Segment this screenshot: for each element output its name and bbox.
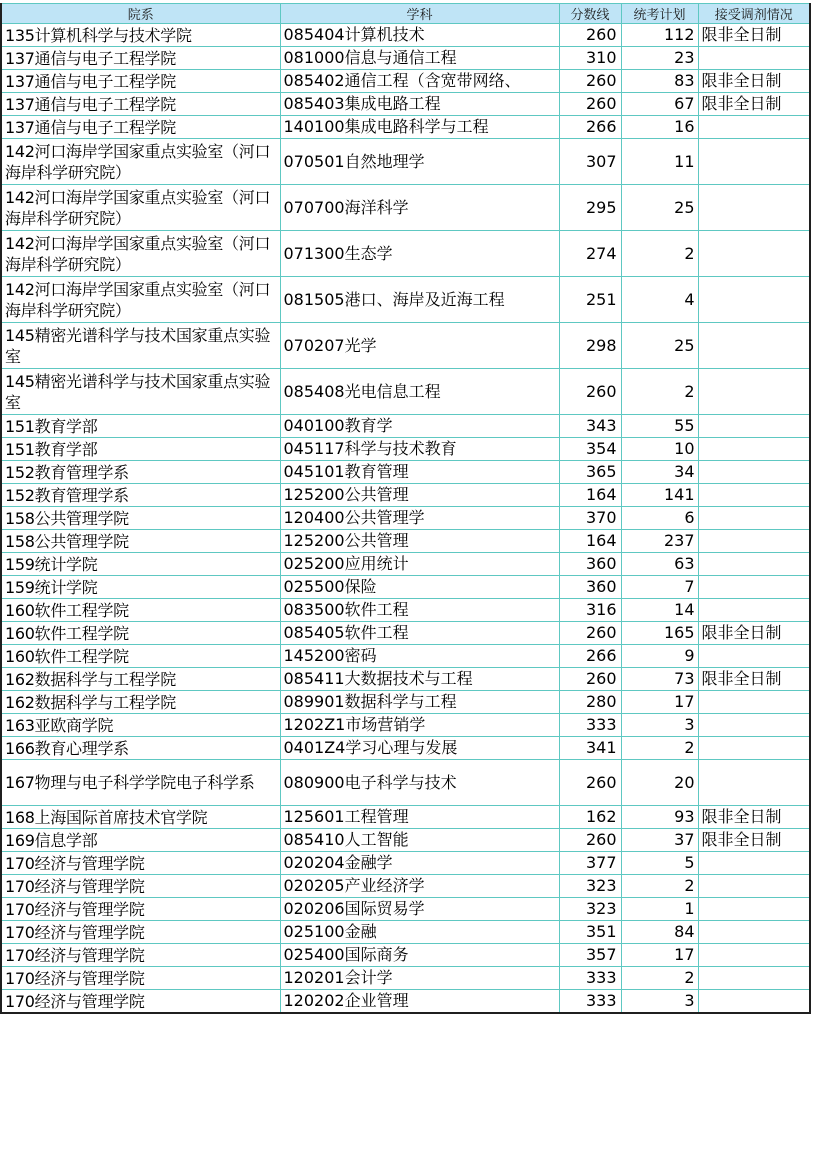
score-cell: 298: [559, 323, 621, 369]
table-row: [1, 116, 810, 139]
table-row: [1, 277, 810, 323]
score-cell: 251: [559, 277, 621, 323]
subject-cell: 125601工程管理: [280, 806, 559, 829]
plan-cell: 2: [621, 369, 698, 415]
adjustment-cell: [698, 415, 810, 438]
table-row: [1, 484, 810, 507]
subject-cell: 080900电子科学与技术: [280, 760, 559, 806]
adjustment-cell: [698, 231, 810, 277]
adjustment-cell: [698, 921, 810, 944]
score-cell: 343: [559, 415, 621, 438]
subject-cell: 085402通信工程（含宽带网络、: [280, 70, 559, 93]
score-cell: 370: [559, 507, 621, 530]
table-row: [1, 231, 810, 277]
plan-cell: 23: [621, 47, 698, 70]
plan-cell: 16: [621, 116, 698, 139]
table-row: [1, 622, 810, 645]
table-row: [1, 438, 810, 461]
department-cell: 152教育管理学系: [1, 484, 280, 507]
adjustment-cell: 限非全日制: [698, 829, 810, 852]
department-cell: 145精密光谱科学与技术国家重点实验室: [1, 369, 280, 415]
plan-cell: 34: [621, 461, 698, 484]
department-cell: 170经济与管理学院: [1, 875, 280, 898]
score-cell: 357: [559, 944, 621, 967]
plan-cell: 6: [621, 507, 698, 530]
score-cell: 323: [559, 875, 621, 898]
adjustment-cell: [698, 277, 810, 323]
department-cell: 137通信与电子工程学院: [1, 70, 280, 93]
subject-cell: 025500保险: [280, 576, 559, 599]
department-cell: 158公共管理学院: [1, 530, 280, 553]
plan-cell: 83: [621, 70, 698, 93]
table-row: [1, 806, 810, 829]
adjustment-cell: [698, 599, 810, 622]
header-exam-plan: 统考计划: [621, 4, 698, 24]
adjustment-cell: [698, 47, 810, 70]
adjustment-cell: 限非全日制: [698, 24, 810, 47]
adjustment-cell: [698, 714, 810, 737]
score-cell: 365: [559, 461, 621, 484]
adjustment-cell: 限非全日制: [698, 93, 810, 116]
department-cell: 160软件工程学院: [1, 599, 280, 622]
department-cell: 162数据科学与工程学院: [1, 668, 280, 691]
score-cell: 295: [559, 185, 621, 231]
score-cell: 333: [559, 990, 621, 1014]
adjustment-cell: [698, 438, 810, 461]
subject-cell: 020205产业经济学: [280, 875, 559, 898]
subject-cell: 025100金融: [280, 921, 559, 944]
plan-cell: 55: [621, 415, 698, 438]
plan-cell: 141: [621, 484, 698, 507]
department-cell: 137通信与电子工程学院: [1, 116, 280, 139]
plan-cell: 25: [621, 185, 698, 231]
subject-cell: 025200应用统计: [280, 553, 559, 576]
table-row: [1, 47, 810, 70]
score-cell: 260: [559, 369, 621, 415]
plan-cell: 63: [621, 553, 698, 576]
table-row: [1, 691, 810, 714]
score-cell: 316: [559, 599, 621, 622]
plan-cell: 25: [621, 323, 698, 369]
subject-cell: 120201会计学: [280, 967, 559, 990]
subject-cell: 140100集成电路科学与工程: [280, 116, 559, 139]
adjustment-cell: [698, 691, 810, 714]
table-row: [1, 921, 810, 944]
department-cell: 170经济与管理学院: [1, 898, 280, 921]
adjustment-cell: 限非全日制: [698, 70, 810, 93]
score-cell: 260: [559, 622, 621, 645]
adjustment-cell: [698, 369, 810, 415]
plan-cell: 17: [621, 944, 698, 967]
subject-cell: 070501自然地理学: [280, 139, 559, 185]
table-row: [1, 668, 810, 691]
department-cell: 158公共管理学院: [1, 507, 280, 530]
score-cell: 260: [559, 829, 621, 852]
table-row: [1, 737, 810, 760]
table-row: [1, 461, 810, 484]
subject-cell: 071300生态学: [280, 231, 559, 277]
plan-cell: 3: [621, 990, 698, 1014]
subject-cell: 070700海洋科学: [280, 185, 559, 231]
department-cell: 168上海国际首席技术官学院: [1, 806, 280, 829]
plan-cell: 3: [621, 714, 698, 737]
table-row: [1, 139, 810, 185]
score-cell: 260: [559, 70, 621, 93]
subject-cell: 045117科学与技术教育: [280, 438, 559, 461]
adjustment-cell: 限非全日制: [698, 622, 810, 645]
table-row: [1, 415, 810, 438]
subject-cell: 085404计算机技术: [280, 24, 559, 47]
table-row: [1, 714, 810, 737]
plan-cell: 14: [621, 599, 698, 622]
adjustment-cell: [698, 507, 810, 530]
score-cell: 377: [559, 852, 621, 875]
score-cell: 323: [559, 898, 621, 921]
department-cell: 160软件工程学院: [1, 645, 280, 668]
table-row: [1, 323, 810, 369]
department-cell: 142河口海岸学国家重点实验室（河口海岸科学研究院）: [1, 277, 280, 323]
adjustment-cell: [698, 530, 810, 553]
score-cell: 164: [559, 484, 621, 507]
adjustment-cell: [698, 139, 810, 185]
adjustment-cell: [698, 576, 810, 599]
adjustment-cell: [698, 944, 810, 967]
department-cell: 162数据科学与工程学院: [1, 691, 280, 714]
table-row: [1, 875, 810, 898]
table-row: [1, 898, 810, 921]
subject-cell: 045101教育管理: [280, 461, 559, 484]
subject-cell: 0401Z4学习心理与发展: [280, 737, 559, 760]
department-cell: 145精密光谱科学与技术国家重点实验室: [1, 323, 280, 369]
adjustment-cell: [698, 323, 810, 369]
subject-cell: 089901数据科学与工程: [280, 691, 559, 714]
plan-cell: 9: [621, 645, 698, 668]
subject-cell: 025400国际商务: [280, 944, 559, 967]
table-row: [1, 944, 810, 967]
department-cell: 142河口海岸学国家重点实验室（河口海岸科学研究院）: [1, 185, 280, 231]
department-cell: 170经济与管理学院: [1, 990, 280, 1014]
department-cell: 170经济与管理学院: [1, 967, 280, 990]
department-cell: 166教育心理学系: [1, 737, 280, 760]
plan-cell: 112: [621, 24, 698, 47]
subject-cell: 085405软件工程: [280, 622, 559, 645]
subject-cell: 083500软件工程: [280, 599, 559, 622]
department-cell: 142河口海岸学国家重点实验室（河口海岸科学研究院）: [1, 139, 280, 185]
header-score-line: 分数线: [559, 4, 621, 24]
subject-cell: 145200密码: [280, 645, 559, 668]
adjustment-cell: 限非全日制: [698, 806, 810, 829]
table-row: [1, 93, 810, 116]
adjustment-cell: [698, 116, 810, 139]
department-cell: 151教育学部: [1, 438, 280, 461]
score-cell: 164: [559, 530, 621, 553]
department-cell: 159统计学院: [1, 576, 280, 599]
subject-cell: 085411大数据技术与工程: [280, 668, 559, 691]
score-cell: 307: [559, 139, 621, 185]
table-row: [1, 24, 810, 47]
plan-cell: 237: [621, 530, 698, 553]
subject-cell: 020204金融学: [280, 852, 559, 875]
subject-cell: 085408光电信息工程: [280, 369, 559, 415]
department-cell: 142河口海岸学国家重点实验室（河口海岸科学研究院）: [1, 231, 280, 277]
subject-cell: 120202企业管理: [280, 990, 559, 1014]
department-cell: 170经济与管理学院: [1, 921, 280, 944]
score-cell: 260: [559, 668, 621, 691]
plan-cell: 11: [621, 139, 698, 185]
adjustment-cell: [698, 967, 810, 990]
plan-cell: 17: [621, 691, 698, 714]
plan-cell: 4: [621, 277, 698, 323]
department-cell: 137通信与电子工程学院: [1, 47, 280, 70]
subject-cell: 125200公共管理: [280, 530, 559, 553]
table-row: [1, 70, 810, 93]
department-cell: 152教育管理学系: [1, 461, 280, 484]
table-row: [1, 829, 810, 852]
plan-cell: 10: [621, 438, 698, 461]
score-cell: 280: [559, 691, 621, 714]
score-cell: 333: [559, 714, 621, 737]
subject-cell: 125200公共管理: [280, 484, 559, 507]
subject-cell: 120400公共管理学: [280, 507, 559, 530]
table-row: [1, 553, 810, 576]
score-cell: 266: [559, 645, 621, 668]
table-body: [1, 24, 810, 1014]
score-cell: 260: [559, 93, 621, 116]
admission-table: [0, 3, 811, 1014]
subject-cell: 1202Z1市场营销学: [280, 714, 559, 737]
subject-cell: 070207光学: [280, 323, 559, 369]
subject-cell: 085410人工智能: [280, 829, 559, 852]
header-adjustment: 接受调剂情况: [698, 4, 810, 24]
table-row: [1, 530, 810, 553]
table-row: [1, 369, 810, 415]
subject-cell: 040100教育学: [280, 415, 559, 438]
plan-cell: 2: [621, 967, 698, 990]
department-cell: 135计算机科学与技术学院: [1, 24, 280, 47]
plan-cell: 7: [621, 576, 698, 599]
plan-cell: 2: [621, 875, 698, 898]
adjustment-cell: [698, 185, 810, 231]
score-cell: 310: [559, 47, 621, 70]
department-cell: 159统计学院: [1, 553, 280, 576]
table-row: [1, 760, 810, 806]
adjustment-cell: [698, 760, 810, 806]
score-cell: 260: [559, 760, 621, 806]
adjustment-cell: [698, 737, 810, 760]
table-row: [1, 990, 810, 1014]
adjustment-cell: [698, 875, 810, 898]
subject-cell: 085403集成电路工程: [280, 93, 559, 116]
table-row: [1, 576, 810, 599]
table-row: [1, 645, 810, 668]
plan-cell: 93: [621, 806, 698, 829]
department-cell: 167物理与电子科学学院电子科学系: [1, 760, 280, 806]
plan-cell: 37: [621, 829, 698, 852]
score-cell: 162: [559, 806, 621, 829]
table-row: [1, 185, 810, 231]
score-cell: 266: [559, 116, 621, 139]
plan-cell: 5: [621, 852, 698, 875]
department-cell: 151教育学部: [1, 415, 280, 438]
subject-cell: 081505港口、海岸及近海工程: [280, 277, 559, 323]
plan-cell: 20: [621, 760, 698, 806]
table-row: [1, 852, 810, 875]
adjustment-cell: [698, 852, 810, 875]
score-cell: 333: [559, 967, 621, 990]
department-cell: 170经济与管理学院: [1, 944, 280, 967]
score-cell: 354: [559, 438, 621, 461]
department-cell: 169信息学部: [1, 829, 280, 852]
plan-cell: 73: [621, 668, 698, 691]
adjustment-cell: [698, 553, 810, 576]
table-row: [1, 599, 810, 622]
plan-cell: 2: [621, 231, 698, 277]
adjustment-cell: [698, 461, 810, 484]
score-cell: 360: [559, 576, 621, 599]
department-cell: 170经济与管理学院: [1, 852, 280, 875]
plan-cell: 1: [621, 898, 698, 921]
plan-cell: 84: [621, 921, 698, 944]
score-cell: 274: [559, 231, 621, 277]
department-cell: 160软件工程学院: [1, 622, 280, 645]
score-cell: 360: [559, 553, 621, 576]
adjustment-cell: [698, 645, 810, 668]
adjustment-cell: [698, 898, 810, 921]
score-cell: 260: [559, 24, 621, 47]
header-row: [1, 4, 810, 24]
adjustment-cell: [698, 484, 810, 507]
subject-cell: 020206国际贸易学: [280, 898, 559, 921]
plan-cell: 67: [621, 93, 698, 116]
department-cell: 137通信与电子工程学院: [1, 93, 280, 116]
table-row: [1, 507, 810, 530]
adjustment-cell: [698, 990, 810, 1014]
header-department: 院系: [1, 4, 280, 24]
header-subject: 学科: [280, 4, 559, 24]
score-cell: 351: [559, 921, 621, 944]
plan-cell: 2: [621, 737, 698, 760]
plan-cell: 165: [621, 622, 698, 645]
subject-cell: 081000信息与通信工程: [280, 47, 559, 70]
table-row: [1, 967, 810, 990]
department-cell: 163亚欧商学院: [1, 714, 280, 737]
adjustment-cell: 限非全日制: [698, 668, 810, 691]
score-cell: 341: [559, 737, 621, 760]
